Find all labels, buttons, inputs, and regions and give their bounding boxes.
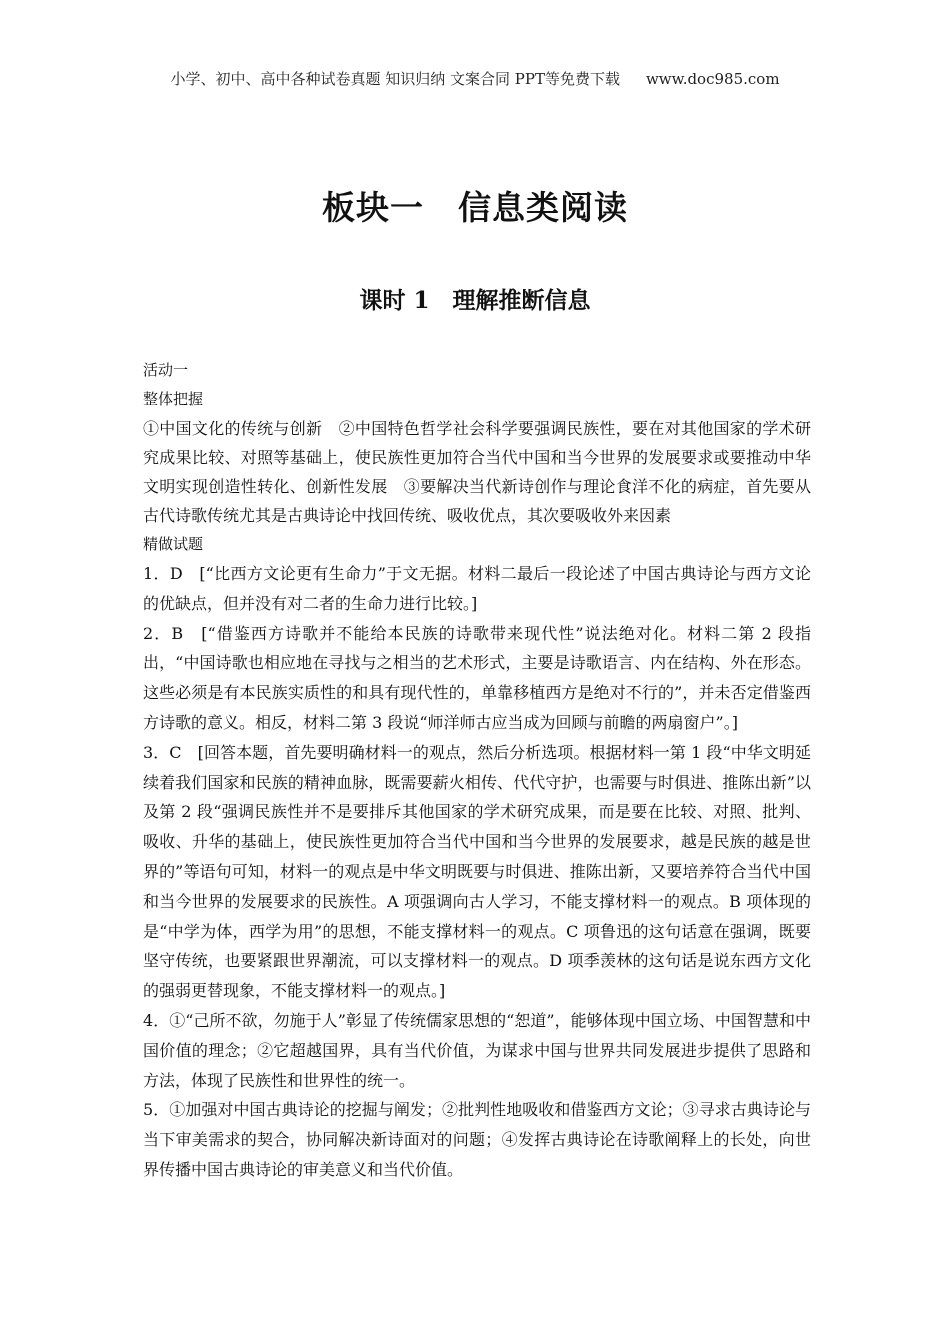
header-text: 小学、初中、高中各种试卷真题 知识归纳 文案合同 PPT等免费下载 bbox=[170, 70, 620, 88]
answer-item: 5．①加强对中国古典诗论的挖掘与阐发；②批判性地吸收和借鉴西方文论；③寻求古典诗论与当下审美需求的契合，协同解决新诗面对的问题；④发挥古典诗论在诗歌阐释上的长处，向世界传播中国古典诗论的审美意义和当代价值。 bbox=[143, 1100, 811, 1179]
answer-item: 3．C [回答本题，首先要明确材料一的观点，然后分析选项。根据材料一第 1 段“中华文明延续着我们国家和民族的精神血脉，既需要薪火相传、代代守护，也需要与时俱进、推陈出新”以及第 2 段“强调民族性并不是要排斥其他国家的学术研究成果，而是要在比较、对照、批判、吸收、升华的基础上，使民族性更加符合当代中国和当今世界的发展要求，越是民族的越是世界的”等语句可知，材料一的观点是中华文明既要与时俱进、推陈出新，又要培养符合当代中国和当今世界的发展要求的民族性。A 项强调向古人学习，不能支撑材料一的观点。B 项体现的是“中学为体，西学为用”的思想，不能支撑材料一的观点。C 项鲁迅的这句话意在强调，既要坚守传统，也要紧跟世界潮流，可以支撑材料一的观点。D 项季羡林的这句话是说东西方文化的强弱更替现象，不能支撑材料一的观点。] bbox=[143, 742, 811, 1001]
answer-item: 4．①“己所不欲，勿施于人”彰显了传统儒家思想的“恕道”，能够体现中国立场、中国智慧和中国价值的理念；②它超越国界，具有当代价值，为谋求中国与世界共同发展进步提供了思路和方法，体现了民族性和世界性的统一。 bbox=[143, 1010, 811, 1090]
answer-item: 1．D [“比西方文论更有生命力”于文无据。材料二最后一段论述了中国古典诗论与西方文论的优缺点，但并没有对二者的生命力进行比较。] bbox=[143, 564, 811, 613]
page-header bbox=[0, 68, 950, 89]
overview-text: ①中国文化的传统与创新 ②中国特色哲学社会科学要强调民族性，要在对其他国家的学术研究成果比较、对照等基础上，使民族性更加符合当代中国和当今世界的发展要求或要推动中华文明实现创造性转化、创新性发展 ③要解决当代新诗创作与理论食洋不化的病症，首先要从古代诗歌传统尤其是古典诗论中找回传统、吸收优点，其次要吸收外来因素 bbox=[143, 419, 811, 525]
lesson-subtitle: 课时 1 理解推断信息 bbox=[359, 287, 591, 314]
document-body bbox=[143, 356, 811, 1185]
header-url[interactable]: www.doc985.com bbox=[645, 70, 780, 88]
answer-item: 2．B [“借鉴西方诗歌并不能给本民族的诗歌带来现代性”说法绝对化。材料二第 2 段指出，“中国诗歌也相应地在寻找与之相当的艺术形式，主要是诗歌语言、内在结构、外在形态。这些必须是有本民族实质性的和具有现代性的，单靠移植西方是绝对不行的”，并未否定借鉴西方诗歌的意义。相反，材料二第 3 段说“师洋师古应当成为回顾与前瞻的两扇窗户”。] bbox=[143, 623, 811, 732]
activity-label: 活动一 bbox=[143, 361, 189, 379]
page-title: 板块一 信息类阅读 bbox=[322, 188, 628, 227]
exercises-heading: 精做试题 bbox=[143, 535, 204, 553]
overview-heading: 整体把握 bbox=[143, 390, 204, 408]
answer-list bbox=[143, 559, 811, 1185]
